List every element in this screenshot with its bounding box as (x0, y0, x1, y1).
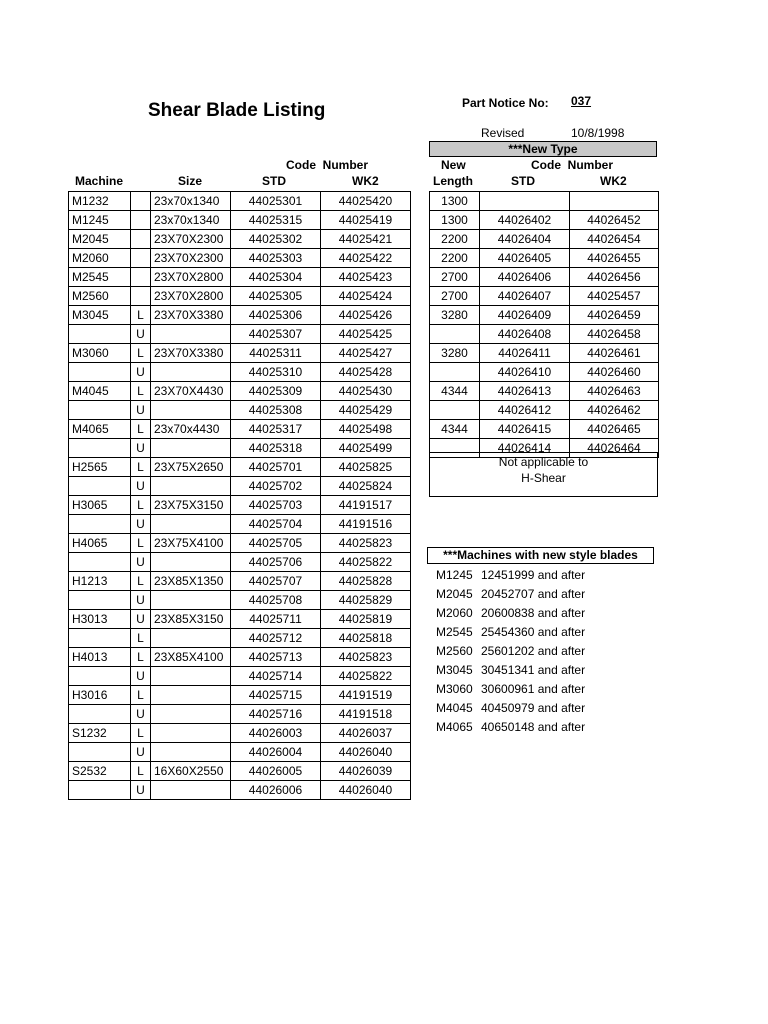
size-cell (151, 363, 231, 382)
side-cell: U (131, 591, 151, 610)
std-cell: 44026404 (480, 230, 570, 249)
new-style-header: ***Machines with new style blades (427, 547, 654, 564)
wk2-cell: 44026037 (321, 724, 411, 743)
list-item (436, 642, 585, 661)
wk2-cell: 44191518 (321, 705, 411, 724)
not-applicable-note (429, 452, 658, 497)
wk2-header: WK2 (352, 174, 379, 188)
machine-cell: M1232 (69, 192, 131, 211)
new-type-table (429, 191, 659, 458)
table-row (69, 363, 411, 382)
wk2-cell: 44025424 (321, 287, 411, 306)
std-cell: 44025308 (231, 401, 321, 420)
std-cell: 44025303 (231, 249, 321, 268)
size-cell: 23X75X3150 (151, 496, 231, 515)
wk2-cell: 44026458 (570, 325, 659, 344)
length-cell: 3280 (430, 306, 480, 325)
side-cell: U (131, 439, 151, 458)
machine-cell (69, 591, 131, 610)
wk2-cell: 44025427 (321, 344, 411, 363)
table-row (69, 230, 411, 249)
side-cell: L (131, 496, 151, 515)
std-cell: 44025712 (231, 629, 321, 648)
std-cell: 44026004 (231, 743, 321, 762)
wk2-cell: 44025824 (321, 477, 411, 496)
machine-model: M2560 (436, 644, 473, 658)
size-cell: 23x70x1340 (151, 192, 231, 211)
wk2-cell: 44025822 (321, 667, 411, 686)
machine-model: M2045 (436, 587, 473, 601)
std-cell: 44025716 (231, 705, 321, 724)
table-row (69, 534, 411, 553)
std-cell: 44025307 (231, 325, 321, 344)
size-cell (151, 686, 231, 705)
wk2-cell: 44025421 (321, 230, 411, 249)
machine-model: M4045 (436, 701, 473, 715)
table-row (69, 382, 411, 401)
size-cell (151, 515, 231, 534)
size-cell (151, 743, 231, 762)
length-cell (430, 363, 480, 382)
wk2-cell: 44025428 (321, 363, 411, 382)
std-cell: 44026409 (480, 306, 570, 325)
length-cell: 2200 (430, 249, 480, 268)
size-cell: 23x70x1340 (151, 211, 231, 230)
std-cell: 44025306 (231, 306, 321, 325)
machine-cell: H4065 (69, 534, 131, 553)
table-row (69, 610, 411, 629)
new-type-banner: ***New Type (429, 141, 657, 157)
table-row (69, 211, 411, 230)
wk2-cell: 44026465 (570, 420, 659, 439)
table-row (69, 781, 411, 800)
page-title: Shear Blade Listing (148, 100, 326, 121)
side-cell (131, 287, 151, 306)
size-cell: 23X75X4100 (151, 534, 231, 553)
wk2-cell: 44025423 (321, 268, 411, 287)
std-cell: 44025706 (231, 553, 321, 572)
new-header: New (441, 158, 466, 172)
wk2-cell: 44026461 (570, 344, 659, 363)
wk2-cell: 44026455 (570, 249, 659, 268)
right-code-number-header: Code Number (531, 158, 614, 172)
side-cell: U (131, 401, 151, 420)
side-cell: L (131, 762, 151, 781)
serial-range: 20600838 and after (481, 606, 586, 620)
std-cell: 44025711 (231, 610, 321, 629)
wk2-cell: 44025430 (321, 382, 411, 401)
list-item (436, 566, 585, 585)
std-cell: 44025713 (231, 648, 321, 667)
table-row (69, 572, 411, 591)
table-row (69, 496, 411, 515)
std-cell: 44026414 (480, 439, 570, 458)
list-item (436, 718, 585, 737)
wk2-cell: 44025457 (570, 287, 659, 306)
side-cell: U (131, 781, 151, 800)
std-cell: 44025305 (231, 287, 321, 306)
blade-table (68, 191, 411, 800)
table-row (69, 591, 411, 610)
machine-cell: M2045 (69, 230, 131, 249)
machine-cell: H3013 (69, 610, 131, 629)
side-cell: L (131, 534, 151, 553)
length-header: Length (433, 174, 473, 188)
list-item (436, 699, 585, 718)
std-cell: 44026405 (480, 249, 570, 268)
side-cell (131, 230, 151, 249)
size-cell (151, 553, 231, 572)
std-cell: 44026410 (480, 363, 570, 382)
length-cell: 1300 (430, 192, 480, 211)
side-cell: L (131, 572, 151, 591)
table-row (430, 306, 659, 325)
serial-range: 12451999 and after (481, 568, 586, 582)
part-notice-label: Part Notice No: (462, 96, 549, 110)
std-cell: 44025311 (231, 344, 321, 363)
std-cell: 44026402 (480, 211, 570, 230)
size-cell: 23X85X3150 (151, 610, 231, 629)
std-cell: 44025708 (231, 591, 321, 610)
std-cell (480, 192, 570, 211)
side-cell: L (131, 458, 151, 477)
machine-cell: M1245 (69, 211, 131, 230)
std-cell: 44025302 (231, 230, 321, 249)
serial-range: 20452707 and after (481, 587, 586, 601)
size-cell: 23X85X4100 (151, 648, 231, 667)
not-applicable-line1: Not applicable to (498, 455, 589, 469)
machine-cell: H1213 (69, 572, 131, 591)
table-row (430, 192, 659, 211)
machine-cell: H2565 (69, 458, 131, 477)
wk2-cell: 44026459 (570, 306, 659, 325)
std-header: STD (262, 174, 286, 188)
size-cell (151, 477, 231, 496)
table-row (69, 743, 411, 762)
length-cell: 2200 (430, 230, 480, 249)
std-cell: 44025310 (231, 363, 321, 382)
std-cell: 44025704 (231, 515, 321, 534)
part-notice-number: 037 (571, 94, 592, 108)
wk2-cell: 44025825 (321, 458, 411, 477)
machine-cell (69, 401, 131, 420)
machine-model: M3060 (436, 682, 473, 696)
wk2-cell: 44026452 (570, 211, 659, 230)
table-row (69, 686, 411, 705)
std-cell: 44026408 (480, 325, 570, 344)
std-cell: 44026415 (480, 420, 570, 439)
table-row (69, 762, 411, 781)
wk2-cell: 44026040 (321, 743, 411, 762)
revised-label: Revised (481, 126, 525, 140)
table-row (430, 249, 659, 268)
wk2-cell: 44025819 (321, 610, 411, 629)
list-item (436, 661, 585, 680)
machine-cell (69, 629, 131, 648)
side-cell: L (131, 420, 151, 439)
serial-range: 30600961 and after (481, 682, 586, 696)
std-cell: 44026006 (231, 781, 321, 800)
table-row (69, 724, 411, 743)
length-cell: 1300 (430, 211, 480, 230)
size-cell (151, 667, 231, 686)
wk2-cell: 44025818 (321, 629, 411, 648)
machine-cell: S2532 (69, 762, 131, 781)
table-row (69, 287, 411, 306)
wk2-cell: 44025829 (321, 591, 411, 610)
wk2-cell: 44026454 (570, 230, 659, 249)
table-row (69, 667, 411, 686)
machine-cell (69, 667, 131, 686)
wk2-cell: 44025426 (321, 306, 411, 325)
table-row (69, 344, 411, 363)
serial-range: 40450979 and after (481, 701, 586, 715)
length-cell: 4344 (430, 382, 480, 401)
side-cell (131, 268, 151, 287)
table-row (430, 287, 659, 306)
length-cell: 2700 (430, 287, 480, 306)
table-row (69, 401, 411, 420)
list-item (436, 585, 585, 604)
serial-range: 25601202 and after (481, 644, 586, 658)
serial-range: 30451341 and after (481, 663, 586, 677)
length-cell (430, 401, 480, 420)
side-cell (131, 249, 151, 268)
wk2-cell: 44025419 (321, 211, 411, 230)
size-cell: 23x70x4430 (151, 420, 231, 439)
table-row (430, 230, 659, 249)
table-row (69, 192, 411, 211)
table-row (69, 268, 411, 287)
table-row (69, 705, 411, 724)
side-cell: U (131, 553, 151, 572)
size-cell: 23X70X2800 (151, 268, 231, 287)
machine-cell (69, 705, 131, 724)
serial-range: 40650148 and after (481, 720, 586, 734)
size-cell (151, 401, 231, 420)
size-cell: 23X70X2800 (151, 287, 231, 306)
side-cell (131, 211, 151, 230)
std-cell: 44026005 (231, 762, 321, 781)
table-row (69, 458, 411, 477)
length-cell: 4344 (430, 420, 480, 439)
table-row (430, 325, 659, 344)
machine-cell (69, 363, 131, 382)
wk2-cell: 44025823 (321, 648, 411, 667)
machine-cell (69, 743, 131, 762)
wk2-cell: 44026462 (570, 401, 659, 420)
std-cell: 44026412 (480, 401, 570, 420)
machine-cell: M4065 (69, 420, 131, 439)
machine-cell: M3045 (69, 306, 131, 325)
table-row (69, 629, 411, 648)
size-cell: 16X60X2550 (151, 762, 231, 781)
length-cell: 3280 (430, 344, 480, 363)
std-cell: 44025315 (231, 211, 321, 230)
wk2-cell: 44026464 (570, 439, 659, 458)
side-cell: L (131, 382, 151, 401)
wk2-cell: 44025828 (321, 572, 411, 591)
wk2-cell: 44026460 (570, 363, 659, 382)
machine-cell (69, 439, 131, 458)
wk2-cell: 44025499 (321, 439, 411, 458)
table-row (69, 325, 411, 344)
wk2-cell: 44026456 (570, 268, 659, 287)
list-item (436, 623, 585, 642)
std-cell: 44026406 (480, 268, 570, 287)
size-cell (151, 629, 231, 648)
wk2-cell: 44026463 (570, 382, 659, 401)
list-item (436, 680, 585, 699)
machine-model: M1245 (436, 568, 473, 582)
wk2-cell (570, 192, 659, 211)
table-row (430, 344, 659, 363)
wk2-cell: 44025425 (321, 325, 411, 344)
machine-cell: S1232 (69, 724, 131, 743)
side-cell: U (131, 705, 151, 724)
std-cell: 44025304 (231, 268, 321, 287)
table-row (69, 477, 411, 496)
machine-cell: M2545 (69, 268, 131, 287)
size-cell: 23X75X2650 (151, 458, 231, 477)
side-cell: U (131, 667, 151, 686)
size-cell: 23X85X1350 (151, 572, 231, 591)
table-row (430, 268, 659, 287)
std-cell: 44025701 (231, 458, 321, 477)
std-cell: 44025715 (231, 686, 321, 705)
std-cell: 44025714 (231, 667, 321, 686)
side-cell: U (131, 515, 151, 534)
length-cell: 2700 (430, 268, 480, 287)
machine-cell: M3060 (69, 344, 131, 363)
table-row (430, 420, 659, 439)
table-row (430, 211, 659, 230)
size-cell: 23X70X3380 (151, 306, 231, 325)
std-cell: 44025707 (231, 572, 321, 591)
machine-model: M4065 (436, 720, 473, 734)
serial-range: 25454360 and after (481, 625, 586, 639)
wk2-cell: 44026039 (321, 762, 411, 781)
machine-cell (69, 553, 131, 572)
table-row (69, 249, 411, 268)
machine-model: M2545 (436, 625, 473, 639)
table-row (430, 401, 659, 420)
table-row (430, 363, 659, 382)
std-cell: 44025705 (231, 534, 321, 553)
side-cell: L (131, 724, 151, 743)
wk2-cell: 44025429 (321, 401, 411, 420)
machine-cell (69, 515, 131, 534)
wk2-cell: 44025498 (321, 420, 411, 439)
machine-cell: H4013 (69, 648, 131, 667)
size-cell (151, 439, 231, 458)
wk2-cell: 44025823 (321, 534, 411, 553)
list-item (436, 604, 585, 623)
wk2-cell: 44026040 (321, 781, 411, 800)
code-number-header: Code Number (286, 158, 369, 172)
side-cell (131, 192, 151, 211)
revised-date: 10/8/1998 (571, 126, 625, 140)
table-row (69, 420, 411, 439)
side-cell: U (131, 743, 151, 762)
table-row (69, 439, 411, 458)
std-cell: 44026413 (480, 382, 570, 401)
std-cell: 44026407 (480, 287, 570, 306)
side-cell: L (131, 306, 151, 325)
std-cell: 44025703 (231, 496, 321, 515)
side-cell: U (131, 363, 151, 382)
machine-cell: H3065 (69, 496, 131, 515)
table-row (430, 382, 659, 401)
side-cell: U (131, 477, 151, 496)
table-row (69, 306, 411, 325)
std-cell: 44025317 (231, 420, 321, 439)
wk2-cell: 44025822 (321, 553, 411, 572)
size-cell (151, 325, 231, 344)
wk2-cell: 44191519 (321, 686, 411, 705)
size-header: Size (178, 174, 203, 188)
table-row (69, 648, 411, 667)
machine-cell: M4045 (69, 382, 131, 401)
machine-model: M3045 (436, 663, 473, 677)
not-applicable-line2: H-Shear (521, 471, 566, 485)
side-cell: U (131, 325, 151, 344)
machine-header: Machine (75, 174, 124, 188)
wk2-cell: 44191516 (321, 515, 411, 534)
std-cell: 44025309 (231, 382, 321, 401)
machine-cell: M2060 (69, 249, 131, 268)
length-cell (430, 325, 480, 344)
table-row (69, 515, 411, 534)
size-cell (151, 705, 231, 724)
wk2-cell: 44191517 (321, 496, 411, 515)
table-row (69, 553, 411, 572)
side-cell: L (131, 686, 151, 705)
wk2-cell: 44025420 (321, 192, 411, 211)
side-cell: L (131, 344, 151, 363)
size-cell (151, 724, 231, 743)
right-std-header: STD (511, 174, 535, 188)
machine-cell (69, 477, 131, 496)
std-cell: 44026003 (231, 724, 321, 743)
wk2-cell: 44025422 (321, 249, 411, 268)
size-cell (151, 781, 231, 800)
size-cell: 23X70X3380 (151, 344, 231, 363)
size-cell: 23X70X4430 (151, 382, 231, 401)
size-cell (151, 591, 231, 610)
size-cell: 23X70X2300 (151, 230, 231, 249)
side-cell: U (131, 610, 151, 629)
new-style-list (436, 566, 585, 737)
machine-cell (69, 325, 131, 344)
std-cell: 44025702 (231, 477, 321, 496)
right-wk2-header: WK2 (600, 174, 627, 188)
machine-model: M2060 (436, 606, 473, 620)
machine-cell (69, 781, 131, 800)
std-cell: 44025301 (231, 192, 321, 211)
side-cell: L (131, 629, 151, 648)
machine-cell: M2560 (69, 287, 131, 306)
side-cell: L (131, 648, 151, 667)
std-cell: 44026411 (480, 344, 570, 363)
std-cell: 44025318 (231, 439, 321, 458)
size-cell: 23X70X2300 (151, 249, 231, 268)
machine-cell: H3016 (69, 686, 131, 705)
